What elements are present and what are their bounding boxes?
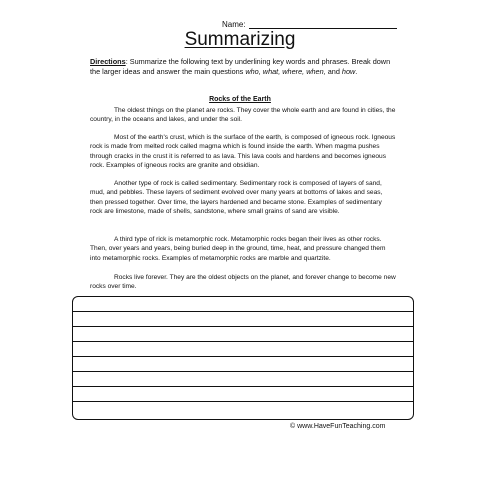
summary-writing-box[interactable] — [72, 296, 414, 420]
name-label: Name: — [222, 20, 246, 29]
paragraph-4: A third type of rick is metamorphic rock. Metamorphic rocks began their lives as other rocks. Then, over years and years, being buried deep in the ground, time, heat, and pressure changed them into metamorphic rocks. Examples of metamorphic rocks are marble and quartzite. — [90, 236, 386, 262]
directions-and: and — [325, 67, 342, 76]
writing-line[interactable] — [73, 371, 413, 372]
writing-line[interactable] — [73, 326, 413, 327]
copyright-footer: © www.HaveFunTeaching.com — [290, 423, 386, 430]
name-field[interactable] — [222, 19, 397, 29]
paragraph-3: Another type of rock is called sedimentary. Sedimentary rock is composed of layers of sand, mud, and pebbles. These layers of sediment evolved over many years at bottoms of lakes and seas, then pressed together. Over time, the layers hardened and became stone. Examples of sedimentary rock are limestone, made of shells, sandstone, where small grains of sand are visible. — [90, 180, 383, 216]
directions-end: . — [355, 67, 358, 76]
writing-line[interactable] — [73, 386, 413, 387]
paragraph-1: The oldest things on the planet are rocks. They cover the whole earth and are found in cities, the country, in the oceans and lakes, and under the soil. — [90, 107, 396, 124]
name-blank-line[interactable] — [249, 19, 397, 29]
paragraph-5: Rocks live forever. They are the oldest objects on the planet, and forever change to become new rocks over time. — [90, 274, 396, 291]
writing-line[interactable] — [73, 356, 413, 357]
page-title: Summarizing — [184, 29, 296, 50]
directions-label: Directions — [90, 57, 126, 66]
directions-question-how: how — [341, 67, 356, 76]
paragraph-2: Most of the earth's crust, which is the surface of the earth, is composed of igneous rock. Igneous rock is made from melted rock called magma which is found inside the earth. When magma pushes through cracks in the crust it is referred to as lava. This lava cools and hardens and becomes igneous rock. Examples of igneous rocks are granite and obsidian. — [90, 134, 396, 170]
passage-title: Rocks of the Earth — [209, 96, 271, 103]
directions-questions: who, what, where, when, — [245, 67, 326, 76]
writing-line[interactable] — [73, 401, 413, 402]
writing-line[interactable] — [73, 311, 413, 312]
directions — [90, 57, 396, 77]
directions-text: : Summarize the following text by underlining key words and phrases. Break down the larger ideas and answer the main questions — [90, 57, 391, 76]
writing-line[interactable] — [73, 341, 413, 342]
